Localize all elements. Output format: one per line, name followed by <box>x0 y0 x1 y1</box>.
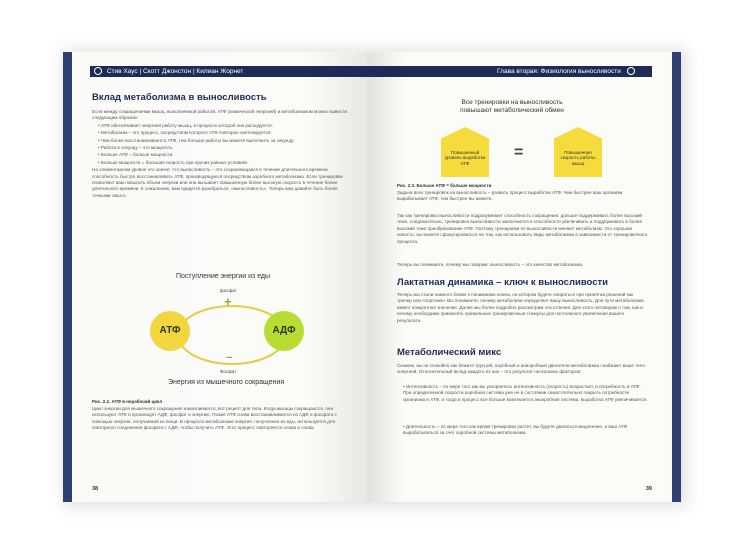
body-paragraph: Теперь вы понимаете, почему мы говорим: выносливость – это качество метаболизма. <box>397 262 584 267</box>
right-running-header <box>367 66 652 77</box>
top-phosphate-label: фосфат <box>220 288 237 293</box>
paragraph: На элементарном уровне это значит, что выносливость – это сохраняющаяся в течение длительного времени способность быстро восстанавливать АТФ, производящуюся посредством аэробного метаболизма. Если тренировки позволяют вам повысить объем энергии или она вызывает повышенную более высокую скорость в течение более длительного времени. К сожалению, вам придется разобраться, «выносливость». Теперь вам давайте быть более точными смысл. <box>92 167 343 198</box>
bullet-item: • Работа в секунду – это мощность. <box>98 145 174 151</box>
body-paragraph: Теперь мы стали намного ближе к пониманию ключа, на котором будете опираться при принятии решений как тренер или спортсмен. Вы понимаете, почему метаболизм определяет вашу выносливость. Для пути метаболизма имеют конкретное значение. Далее мы более подробно рассмотрим эти отличия. Для этого поговорим о том, как и почему необходимо применять правильные тренировочные стимулы для постоянного увеличения вашего результата. <box>397 292 644 323</box>
figure-caption-text: Цикл энергии для мышечного сокращения накапливается, вот рецепт для тела. Когда мышцы сокращаются, они используют АТФ и производят АДФ, фосфат и энергию. Позже АТФ снова восстанавливается из АДФ и фосфата с помощью энергии, получаемой из пищи. В процессе метаболизма энергия, полученная из еды, используется для повторного соединения фосфата с АДФ, чтобы получить АТФ. Этот процесс повторяется снова и снова. <box>92 406 337 431</box>
equals-sign: = <box>514 144 524 161</box>
plus-sign-icon: + <box>224 294 232 309</box>
paragraph: Если между сокращениями мышц, выполняемой работой, АТФ (химической энергией) и метаболизмом можно вывести следующим образом: <box>92 109 347 121</box>
section-title: Вклад метаболизма в выносливость <box>92 92 267 103</box>
bottom-phosphate-label: Фосфат <box>220 369 237 374</box>
cycle-top-label: Поступление энергии из еды <box>176 273 271 280</box>
body-paragraph: Так как тренировка выносливости подразумевает способность сокращения, дольше поддерживать более высокий темп, следовательно, тренировка выносливости заключается в способности увеличивать и поддерживать в более высокий темп преобразование АТФ. Поэтому тренировки по выносливости меняют метаболизм. Это хорошая новость: вы можете сфокусироваться на том, как использовать виды метаболизма в зависимости от тренировочного процесса. <box>397 213 648 244</box>
page-number: 39 <box>645 486 652 492</box>
atp-production-box: Повышенный уровень выработки АТФ <box>441 139 489 177</box>
figure-caption-text: Задача всех тренировок на выносливость – развить процесс выработки АТФ. Чем быстрее ваш организм вырабатывает АТФ, тем быстрее вы можете. <box>397 190 623 202</box>
adp-node: АДФ <box>264 311 304 351</box>
book-logo-icon <box>94 67 102 75</box>
muscle-speed-box: Повышенная скорость работы мышц <box>554 139 602 177</box>
bullet-item: • Длительность – по мере того как время тренировки растет, вы будете двигаться медленнее, а ваш АТФ вырабатываться за счет аэробной системы метаболизма. <box>403 424 628 436</box>
bullet-item: • Метаболизм – это процесс, посредством которого АТФ повторно синтезируется. <box>98 130 272 136</box>
bullet-item: • АТФ обеспечивает энергией работу мышц, в процессе которой она расходуется. <box>98 122 273 128</box>
bullet-item: • Чем более восстанавливается АТФ, тем больше работы вы можете выполнить за секунду: <box>98 137 295 143</box>
bullet-item: • Интенсивность – по мере того как вы ускоряетесь интенсивность (скорость) возрастает, и потребность в АТФ. При определенной скорости аэробная система уже не в состоянии самостоятельно покрыть потребности организма в АТФ, и тогда в процесс все больше вовлекается анаэробная система, выработка АТФ увеличивается. <box>403 384 648 402</box>
bullet-item: • Больше мощности = большая скорость при прочих равных условиях. <box>98 159 249 165</box>
figure-caption-title: Рис. 2.2. АТФ в нерабочий цикл <box>92 399 163 404</box>
left-running-header <box>90 66 367 77</box>
body-paragraph: Скажем, вы не спокойно как бежите трусцой, аэробный и анаэробный двигатели метаболизма снабжают ваше тело энергией. Относительный вклад каждого из них – это результат нескольких факторов: <box>397 363 645 375</box>
book-logo-icon <box>627 67 635 75</box>
minus-sign-icon: − <box>226 352 233 364</box>
section-title: Лактатная динамика – ключ к выносливости <box>397 277 608 288</box>
right-header-text: Глава вторая: Физиология выносливости <box>497 68 621 75</box>
figure-caption-title: Рис. 2.3. Больше АТФ = больше мощности <box>397 183 492 188</box>
page-number: 38 <box>92 486 99 492</box>
section-title: Метаболический микс <box>397 347 502 358</box>
diagram-title: Все тренировки на выносливость повышают метаболический обмен <box>460 99 564 114</box>
book-cover-edge-left <box>63 52 72 502</box>
left-header-text: Стив Хаус | Скотт Джонстон | Килиан Жорнет <box>106 68 244 75</box>
atp-node: АТФ <box>150 311 190 351</box>
intro-text <box>92 109 354 200</box>
cycle-bottom-label: Энергия из мышечного сокращения <box>168 379 285 386</box>
arrow-up-icon <box>440 127 490 139</box>
right-page <box>367 52 672 502</box>
left-page <box>72 52 368 502</box>
bullet-item: • Больше АТФ = больше мощности. <box>98 152 174 158</box>
arrow-up-icon <box>553 127 603 139</box>
book-cover-edge-right <box>672 52 681 502</box>
